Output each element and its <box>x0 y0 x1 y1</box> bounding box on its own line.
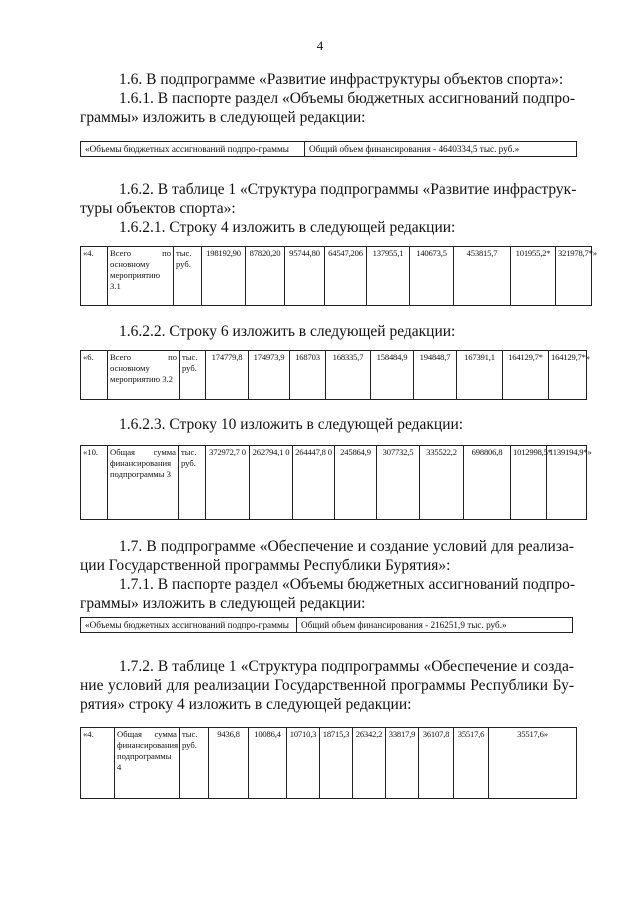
table-row-4 <box>80 246 597 306</box>
value-cell: 1139194,9*» <box>547 446 587 520</box>
row-unit: тыс. руб. <box>180 351 206 400</box>
value-cell: 10086,4 <box>249 728 287 799</box>
section-1-7-1-line1: 1.7.1. В паспорте раздел «Объемы бюджетных ассигнований подпро- <box>119 576 576 593</box>
value-cell: 36107,8 <box>419 728 454 799</box>
row-label: Общая сумма финансирования подпрограммы 4 <box>115 728 180 799</box>
value-cell: 140673,5 <box>410 247 454 306</box>
passport-2-label: «Объемы бюджетных ассигнований подпро-граммы <box>81 618 297 633</box>
row-unit: тыс. руб. <box>179 446 206 520</box>
value-cell: 35517,6 <box>454 728 489 799</box>
passport-table-2 <box>80 617 573 633</box>
value-cell: 335522,2 <box>420 446 464 520</box>
table-row-6 <box>80 350 590 400</box>
value-cell: 33817,9 <box>386 728 419 799</box>
value-cell: 245864,9 <box>335 446 377 520</box>
table-row-4b <box>80 727 577 799</box>
section-1-7-2-line2: ние условий для реализации Государственной программы Республики Бу- <box>80 677 574 694</box>
value-cell: 95744,80 <box>285 247 325 306</box>
value-cell: 174779,8 <box>206 351 249 400</box>
value-cell: 1012998,5* <box>511 446 547 520</box>
value-cell: 9436,8 <box>209 728 249 799</box>
value-cell: 321978,7*» <box>556 247 592 306</box>
row-number: «4. <box>81 728 115 799</box>
value-cell: 167391,1 <box>457 351 503 400</box>
section-1-6-2-line1: 1.6.2. В таблице 1 «Структура подпрограммы «Развитие инфраструк- <box>119 181 577 198</box>
row-number: «6. <box>81 351 108 400</box>
value-cell: 264447,8 0 <box>293 446 335 520</box>
value-cell: 698806,8 <box>464 446 511 520</box>
value-cell: 87820,20 <box>246 247 285 306</box>
value-cell: 372972,7 0 <box>206 446 250 520</box>
table-row-10 <box>80 445 592 520</box>
passport-1-value: Общий объем финансирования - 4640334,5 тыс. руб.» <box>305 142 577 157</box>
section-1-7-2-line1: 1.7.2. В таблице 1 «Структура подпрограммы «Обеспечение и созда- <box>119 658 574 675</box>
page-number: 4 <box>316 38 324 53</box>
row-label: Общая сумма финансирования подпрограммы 3 <box>108 446 179 520</box>
section-1-6-1-line1: 1.6.1. В паспорте раздел «Объемы бюджетных ассигнований подпро- <box>119 90 576 107</box>
value-cell: 64547,206 <box>325 247 367 306</box>
row-number: «10. <box>81 446 108 520</box>
value-cell: 174973,9 <box>249 351 290 400</box>
row-label: Всего по основному мероприятию 3.1 <box>108 247 174 306</box>
value-cell: 453815,7 <box>454 247 511 306</box>
value-cell: 168335,7 <box>326 351 371 400</box>
value-cell: 10710,3 <box>287 728 320 799</box>
section-1-7-1-line2: граммы» изложить в следующей редакции: <box>80 595 366 612</box>
row-unit: тыс. руб. <box>180 728 209 799</box>
value-cell: 158484,9 <box>371 351 414 400</box>
section-1-6-2-2: 1.6.2.2. Строку 6 изложить в следующей редакции: <box>119 323 456 340</box>
section-1-6-2-3: 1.6.2.3. Строку 10 изложить в следующей редакции: <box>119 416 464 433</box>
section-1-7-line2: ции Государственной программы Республики Бурятия»: <box>80 557 451 574</box>
row-number: «4. <box>81 247 108 306</box>
value-cell: 164129,7* <box>503 351 549 400</box>
passport-1-label: «Объемы бюджетных ассигнований подпро-граммы <box>81 142 305 157</box>
value-cell: 168703 <box>290 351 326 400</box>
row-unit: тыс. руб. <box>174 247 202 306</box>
value-cell: 262794,1 0 <box>250 446 293 520</box>
value-cell: 307732,5 <box>377 446 420 520</box>
row-label: Всего по основному мероприятию 3.2 <box>108 351 180 400</box>
value-cell: 198192,90 <box>202 247 246 306</box>
section-1-7-2-line3: рятия» строку 4 изложить в следующей редакции: <box>80 696 412 713</box>
section-1-6-1-line2: граммы» изложить в следующей редакции: <box>80 109 366 126</box>
value-cell: 35517,6» <box>489 728 577 799</box>
section-1-6-heading: 1.6. В подпрограмме «Развитие инфраструктуры объектов спорта»: <box>119 71 564 88</box>
value-cell: 137955,1 <box>367 247 410 306</box>
value-cell: 101955,2* <box>511 247 556 306</box>
section-1-6-2-line2: туры объектов спорта»: <box>80 200 236 217</box>
value-cell: 194848,7 <box>414 351 457 400</box>
passport-table-1 <box>80 141 577 157</box>
value-cell: 18715,3 <box>320 728 353 799</box>
section-1-7-line1: 1.7. В подпрограмме «Обеспечение и создание условий для реализа- <box>119 538 574 555</box>
passport-2-value: Общий объем финансирования - 216251,9 тыс. руб.» <box>297 618 573 633</box>
section-1-6-2-1: 1.6.2.1. Строку 4 изложить в следующей редакции: <box>119 219 456 236</box>
value-cell: 26342,2 <box>353 728 386 799</box>
value-cell: 164129,7*» <box>549 351 587 400</box>
